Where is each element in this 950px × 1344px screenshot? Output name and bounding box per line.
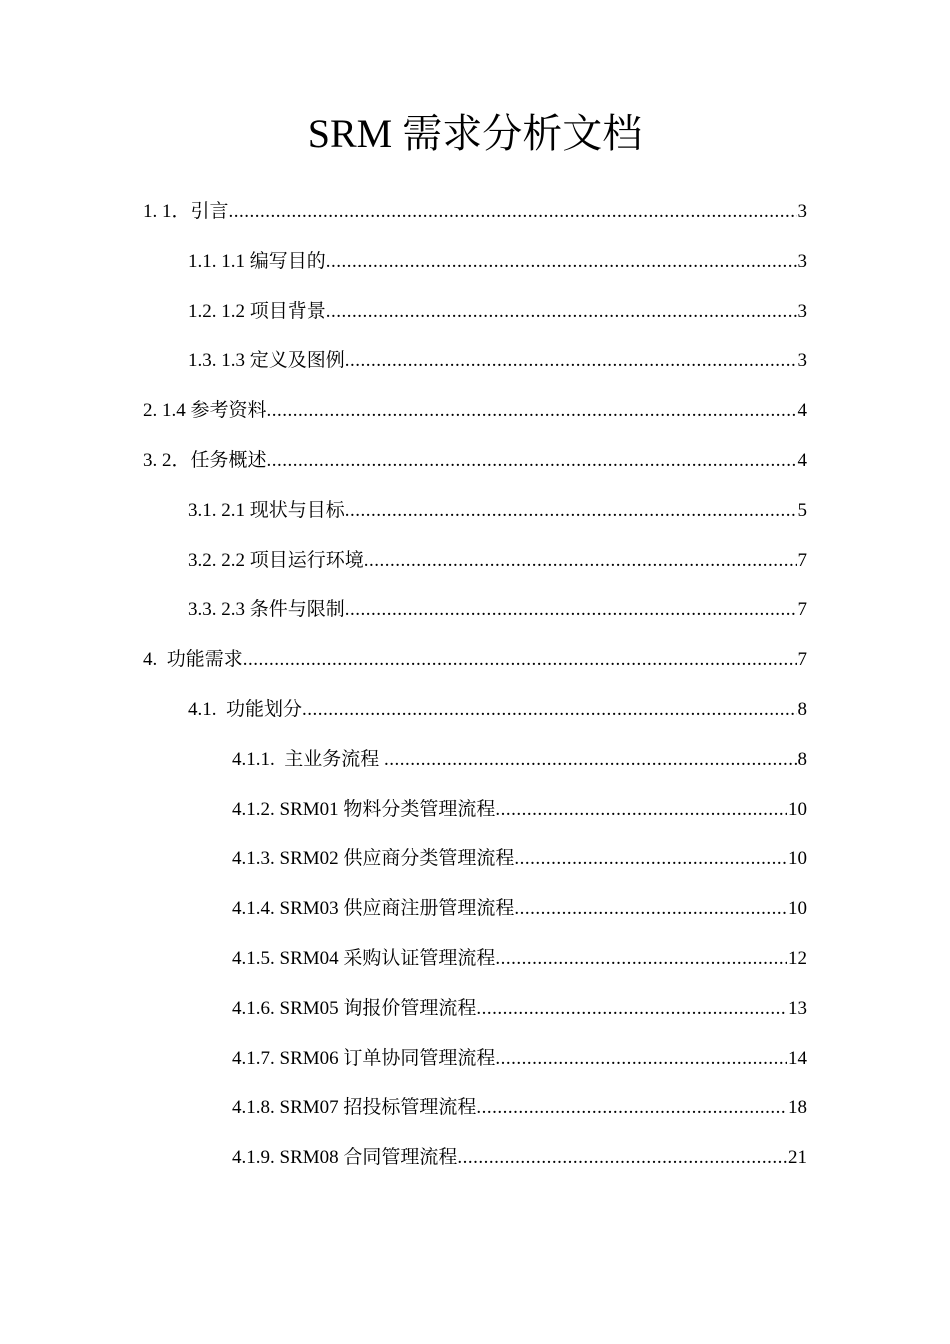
toc-entry-number: 1.2.: [188, 300, 222, 322]
toc-entry[interactable]: [0, 596, 950, 646]
toc-entry-number: 4.1.4.: [232, 898, 280, 920]
toc-dot-leader: [457, 1144, 787, 1172]
toc-entry-title: SRM05 询报价管理流程: [279, 997, 477, 1019]
toc-entry[interactable]: [0, 347, 950, 397]
toc-entry-page: 8: [797, 748, 807, 770]
toc-entry[interactable]: [0, 1094, 950, 1144]
toc-entry-page: 3: [797, 300, 807, 322]
toc-entry-title: 功能划分: [226, 698, 303, 720]
toc-entry-page: 18: [788, 1097, 807, 1119]
toc-entry-number: 2.: [143, 400, 162, 422]
toc-entry-number: 4.1.7.: [232, 1047, 280, 1069]
toc-entry-title: 1.2 项目背景: [221, 300, 326, 322]
toc-entry[interactable]: [0, 746, 950, 796]
toc-entry-number: 3.1.: [188, 499, 222, 521]
toc-entry-number: 3.2.: [188, 549, 222, 571]
toc-entry-number: 4.1.8.: [232, 1097, 280, 1119]
toc-entry-number: 1. 1．: [143, 201, 191, 222]
toc-entry-title: 1.1 编写目的: [221, 250, 326, 272]
toc-entry-title: 2.1 现状与目标: [221, 499, 345, 521]
toc-entry-title: 功能需求: [166, 649, 243, 671]
toc-entry-page: 21: [788, 1147, 807, 1169]
toc-entry-page: 12: [788, 947, 807, 969]
toc-entry-page: 7: [797, 549, 807, 571]
toc-entry-title: SRM06 订单协同管理流程: [279, 1047, 496, 1069]
toc-entry[interactable]: [0, 497, 950, 547]
toc-dot-leader: [495, 1045, 787, 1073]
toc-entry[interactable]: [0, 995, 950, 1045]
toc-entry-page: 10: [788, 848, 807, 870]
toc-dot-leader: [495, 796, 787, 824]
toc-entry-page: 3: [797, 350, 807, 372]
toc-dot-leader: [345, 347, 797, 375]
toc-dot-leader: [229, 198, 797, 226]
toc-entry-number: 4.1.3.: [232, 848, 280, 870]
toc-entry-title: SRM01 物料分类管理流程: [279, 798, 496, 820]
toc-dot-leader: [495, 945, 787, 973]
toc-dot-leader: [384, 746, 796, 774]
document-title: SRM 需求分析文档: [307, 111, 643, 156]
toc-entry[interactable]: [0, 895, 950, 945]
toc-entry[interactable]: [0, 1144, 950, 1194]
toc-entry-number: 4.: [143, 649, 167, 671]
toc-entry[interactable]: [0, 547, 950, 597]
toc-entry-page: 7: [797, 649, 807, 671]
toc-entry-page: 3: [797, 201, 807, 222]
toc-entry-title: 1.3 定义及图例: [221, 350, 345, 372]
toc-entry-page: 14: [788, 1047, 807, 1069]
toc-entry-title: SRM04 采购认证管理流程: [279, 947, 496, 969]
toc-entry-number: 3.3.: [188, 599, 222, 621]
toc-dot-leader: [345, 497, 797, 525]
toc-entry[interactable]: [0, 845, 950, 895]
toc-dot-leader: [514, 845, 787, 873]
toc-entry-title: 主业务流程: [284, 748, 385, 770]
toc-entry-page: 5: [797, 499, 807, 521]
toc-entry-title: 1.4 参考资料: [162, 400, 267, 422]
toc-entry-number: 4.1.2.: [232, 798, 280, 820]
toc-entry-number: 4.1.: [188, 698, 226, 720]
toc-dot-leader: [326, 248, 797, 276]
toc-dot-leader: [243, 646, 797, 674]
toc-entry-number: 1.1.: [188, 250, 222, 272]
toc-entry-number: 3. 2．: [143, 449, 191, 471]
toc-entry-page: 7: [797, 599, 807, 621]
toc-entry[interactable]: [0, 796, 950, 846]
toc-entry-title: SRM08 合同管理流程: [279, 1147, 458, 1169]
toc-dot-leader: [364, 547, 797, 575]
toc-entry-page: 3: [797, 250, 807, 272]
toc-entry-title: 2.2 项目运行环境: [221, 549, 364, 571]
toc-entry-page: 4: [797, 400, 807, 422]
toc-entry-title: SRM07 招投标管理流程: [279, 1097, 477, 1119]
toc-dot-leader: [345, 596, 797, 624]
toc-entry[interactable]: [0, 646, 950, 696]
toc-entry-number: 1.3.: [188, 350, 222, 372]
toc-dot-leader: [302, 696, 796, 724]
toc-entry-page: 10: [788, 898, 807, 920]
toc-entry-page: 13: [788, 997, 807, 1019]
toc-entry[interactable]: [0, 298, 950, 348]
toc-entry-number: 4.1.9.: [232, 1147, 280, 1169]
toc-entry-title: SRM03 供应商注册管理流程: [279, 898, 515, 920]
toc-entry[interactable]: [0, 447, 950, 497]
toc-entry[interactable]: [0, 1045, 950, 1095]
toc-entry-number: 4.1.5.: [232, 947, 280, 969]
toc-dot-leader: [476, 995, 787, 1023]
toc-entry-page: 4: [797, 449, 807, 471]
toc-entry[interactable]: [0, 397, 950, 447]
toc-entry-page: 10: [788, 798, 807, 820]
toc-entry-number: 4.1.6.: [232, 997, 280, 1019]
toc-entry-title: 引言: [190, 201, 229, 222]
toc-dot-leader: [514, 895, 787, 923]
toc-entry-title: SRM02 供应商分类管理流程: [279, 848, 515, 870]
toc-entry[interactable]: [0, 248, 950, 298]
toc-entry[interactable]: [0, 696, 950, 746]
toc-entry-title: 2.3 条件与限制: [221, 599, 345, 621]
toc-entry[interactable]: [0, 198, 950, 248]
toc-entry-title: 任务概述: [190, 449, 267, 471]
toc-dot-leader: [267, 447, 797, 475]
toc-entry-page: 8: [797, 698, 807, 720]
toc-dot-leader: [267, 397, 797, 425]
toc-dot-leader: [326, 298, 797, 326]
toc-entry[interactable]: [0, 945, 950, 995]
toc-dot-leader: [476, 1094, 787, 1122]
table-of-contents: [0, 198, 950, 1194]
toc-entry-number: 4.1.1.: [232, 748, 285, 770]
